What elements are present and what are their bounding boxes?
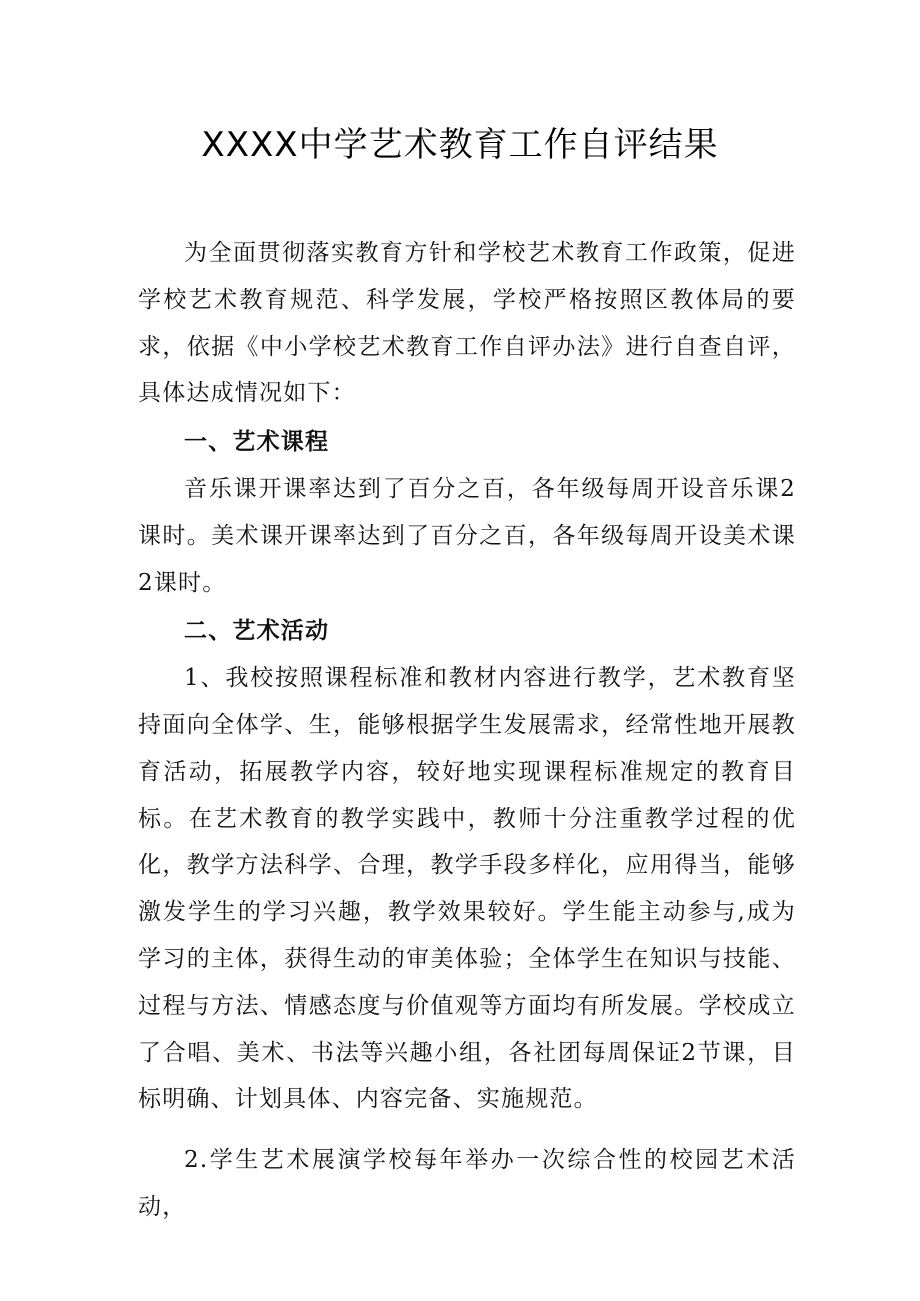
art-activities-paragraph-2: 2.学生艺术展演学校每年举办一次综合性的校园艺术活动， — [138, 1147, 796, 1220]
intro-paragraph: 为全面贯彻落实教育方针和学校艺术教育工作政策，促进学校艺术教育规范、科学发展，学校严格按照区教体局的要求，依据《中小学校艺术教育工作自评办法》进行自查自评，具体达成情况如下： — [138, 240, 796, 407]
art-activities-paragraph-1: 1、我校按照课程标准和教材内容进行教学，艺术教育坚持面向全体学、生，能够根据学生发展需求，经常性地开展教育活动，拓展教学内容，较好地实现课程标准规定的教育目标。在艺术教育的教学实践中，教师十分注重教学过程的优化，教学方法科学、合理，教学手段多样化，应用得当，能够激发学生的学习兴趣，教学效果较好。学生能主动参与,成为学习的主体，获得生动的审美体验；全体学生在知识与技能、过程与方法、情感态度与价值观等方面均有所发展。学校成立了合唱、美术、书法等兴趣小组，各社团每周保证2节课，目标明确、计划具体、内容完备、实施规范。 — [138, 665, 796, 1113]
document-title: XXXX中学艺术教育工作自评结果 — [201, 125, 719, 165]
art-courses-paragraph: 音乐课开课率达到了百分之百，各年级每周开设音乐课2课时。美术课开课率达到了百分之百，各年级每周开设美术课2课时。 — [138, 475, 796, 596]
document-body — [138, 230, 796, 1231]
section-heading-art-courses: 一、艺术课程 — [184, 429, 330, 456]
section-heading-art-activities: 二、艺术活动 — [184, 618, 330, 645]
